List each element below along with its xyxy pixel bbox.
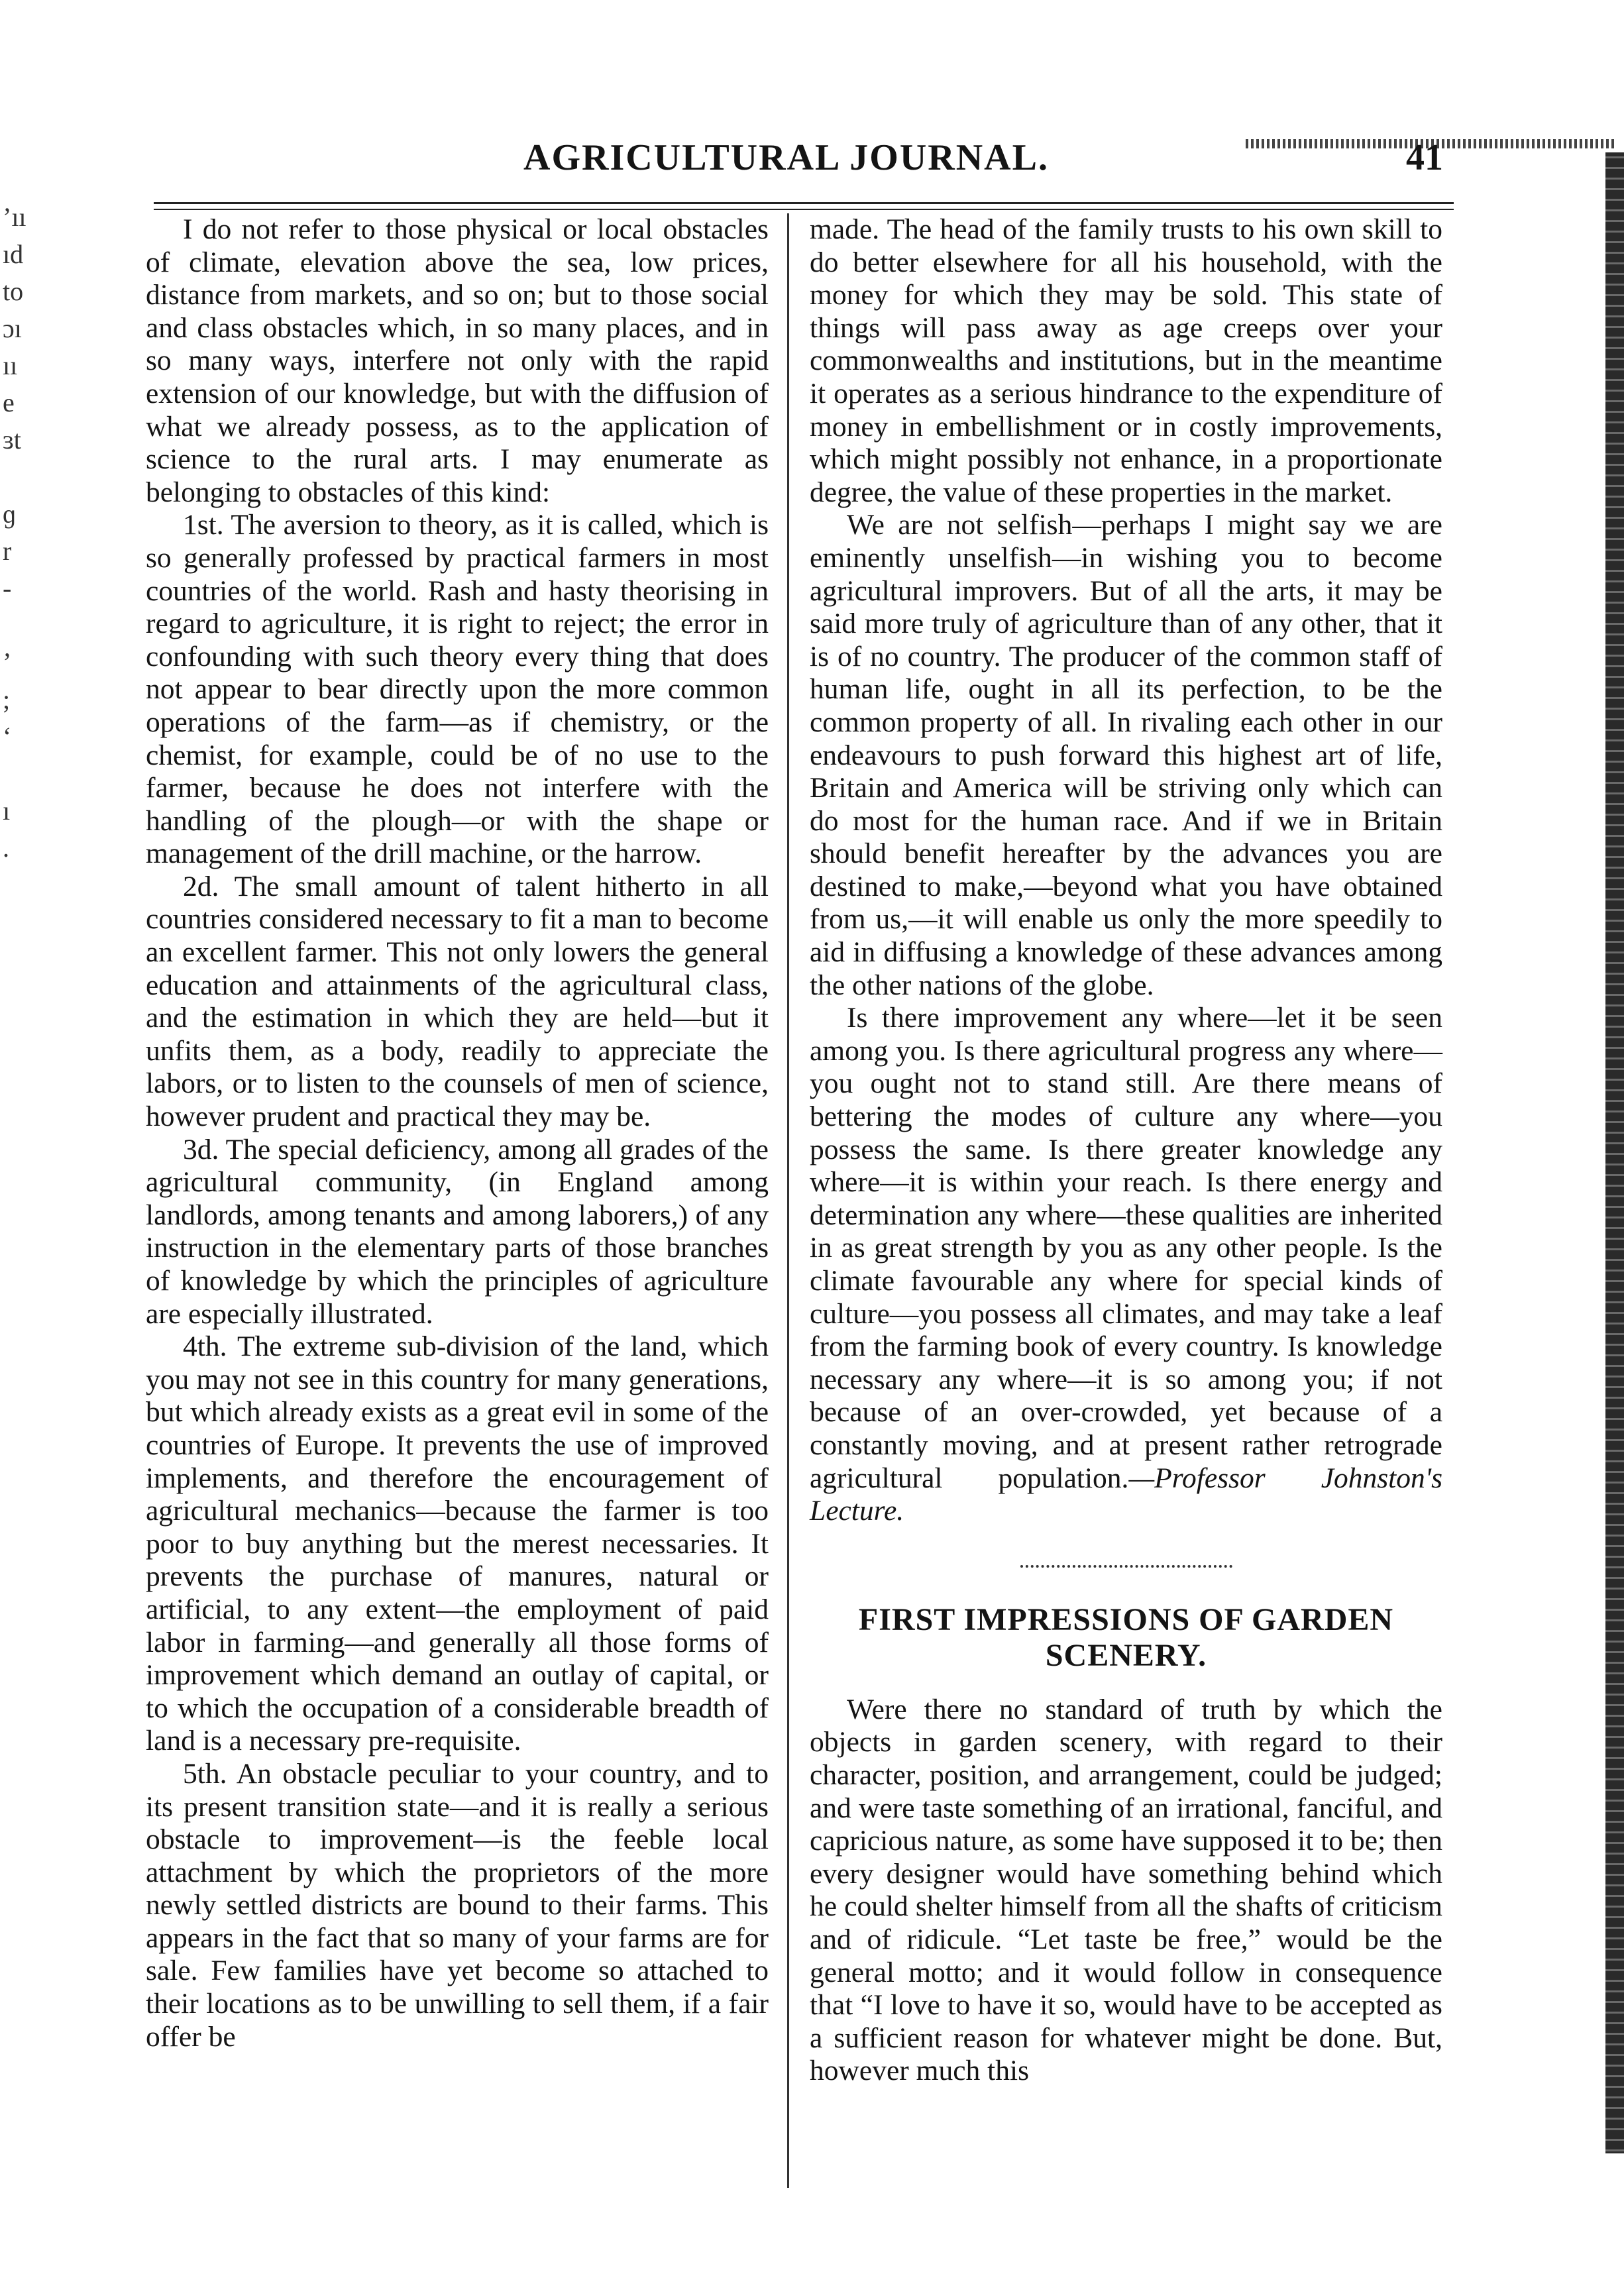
right-column (810, 213, 1442, 2088)
paragraph: Were there no standard of truth by which the objects in garden scenery, with regard to their character, position, and arrangement, could be judged; and were taste something of an irrational, fanciful, and capricious nature, as some have supposed it to be; then every designer would have something behind which he could shelter himself from all the shafts of criticism and of ridicule. “Let taste be free,” would be the general motto; and it would follow in consequence that “I love to have it so, would have to be accepted as a sufficient reason for whatever might be done. But, however much this (810, 1693, 1442, 2087)
margin-fragment: to (3, 276, 24, 306)
margin-fragment: ıd (3, 239, 24, 269)
margin-fragment: ; (3, 684, 11, 714)
section-separator (1020, 1565, 1232, 1568)
left-column (146, 213, 769, 2053)
paragraph: We are not selfish—perhaps I might say we are eminently unselfish—in wishing you to become agricultural improvers. But of all the arts, it may be said more truly of agriculture than of any other, that it is of no country. The producer of the common staff of human life, ought in all its perfection, to be the common property of all. In rivaling each other in our endeavours to push forward this highest art of life, Britain and America will be striving only which can do most for the human race. And if we in Britain should benefit hereafter by the advances you are destined to make,—beyond what you have obtained from us,—it will enable us only the more speedily to aid in diffusing a knowledge of these advances among the other nations of the globe. (810, 509, 1442, 1001)
column-divider-rule (787, 213, 789, 2188)
paragraph: 5th. An obstacle peculiar to your country, and to its present transition state—and it is really a serious obstacle to improvement—is the feeble local attachment by which the proprietors of the more newly settled districts are bound to their farms. This appears in the fact that so many of your farms are for sale. Few families have yet become so attached to their locations as to be unwilling to sell them, if a fair offer be (146, 1757, 769, 2053)
left-margin-bleed-fragments (3, 199, 25, 867)
paragraph-text: Is there improvement any where—let it be seen among you. Is there agricultural progress any where—you ought not to stand still. Are there means of bettering the modes of culture any where—you possess the same. Is there greater knowledge any where—it is within your reach. Is there energy and determination any where—these qualities are inherited in as great strength by you as any other people. Is the climate favourable any where for special kinds of culture—you possess all climates, and may take a leaf from the farming book of every country. Is knowledge necessary any where—it is so among you; if not because of an over-crowded, yet because of a constantly moving, and at present rather retrograde agricultural population. (810, 1002, 1442, 1494)
page-edge-binding-texture (1605, 152, 1624, 2153)
paragraph: 2d. The small amount of talent hitherto in all countries considered necessary to fit a man to become an excellent farmer. This not only lowers the general education and attainments of the agricultural class, and the estimation in which they are held—but it unfits them, as a body, readily to appreciate the labors, or to listen to the counsels of men of science, however prudent and practical they may be. (146, 870, 769, 1133)
margin-fragment: ı (3, 796, 11, 826)
page-number: 41 (1406, 137, 1443, 178)
paragraph: I do not refer to those physical or local obstacles of climate, elevation above the sea, low prices, distance from markets, and so on; but to those social and class obstacles which, in so many places, and in so many ways, interfere not only with the rapid extension of our knowledge, but with the diffusion of what we already possess, as to the application of science to the rural arts. I may enumerate as belonging to obstacles of this kind: (146, 213, 769, 508)
margin-fragment (3, 607, 25, 644)
margin-fragment: ʻ (3, 722, 12, 751)
paragraph: made. The head of the family trusts to his own skill to do better elsewhere for all his household, with the money for which they may be sold. This state of things will pass away as age creeps over your commonwealths and institutions, but in the meantime it operates as a serious hindrance to the expenditure of money in embellishment or in costly improvements, which might possibly not enhance, in a proportionate degree, the value of these properties in the market. (810, 213, 1442, 508)
margin-fragment: - (3, 573, 12, 603)
margin-fragment: . (3, 833, 9, 863)
margin-fragment: ɜt (3, 425, 21, 455)
margin-fragment (3, 755, 25, 792)
running-head-title: AGRICULTURAL JOURNAL. (523, 137, 1049, 178)
margin-fragment: ʼ (3, 647, 12, 677)
paragraph: 3d. The special deficiency, among all grades of the agricultural community, (in England among landlords, among tenants and among laborers,) of any instruction in the elementary parts of those branches of knowledge by which the principles of agriculture are especially illustrated. (146, 1133, 769, 1330)
paragraph: 4th. The extreme sub-division of the land, which you may not see in this country for many generations, but which already exists as a great evil in some of the countries of Europe. It prevents the use of improved implements, and therefore the encouragement of agricultural mechanics—because the farmer is too poor to buy anything but the merest necessaries. It prevents the purchase of manures, natural or artificial, to any extent—the employment of paid labor in farming—and generally all those forms of improvement which demand an outlay of capital, or to which the occupation of a considerable breadth of land is a necessary pre-requisite. (146, 1330, 769, 1757)
margin-fragment: ɔı (3, 313, 22, 343)
paragraph (810, 1002, 1442, 1528)
margin-fragment: ɡ (3, 499, 16, 529)
margin-fragment (3, 459, 25, 496)
section-heading: FIRST IMPRESSIONS OF GARDEN SCENERY. (858, 1601, 1394, 1673)
margin-fragment: ıı (3, 351, 18, 380)
paragraph: 1st. The aversion to theory, as it is called, which is so generally professed by practical farmers in most countries of the world. Rash and hasty theorising in regard to agriculture, it is right to reject; the error in confounding with such theory every thing that does not appear to bear directly upon the more common operations of the farm—as if chemistry, or the chemist, for example, could be of no use to the farmer, because he does not interfere with the handling of the plough—or with the shape or management of the drill machine, or the harrow. (146, 509, 769, 870)
header-double-rule (154, 202, 1454, 210)
margin-fragment: e (3, 388, 15, 417)
lecture-attribution: —Professor Johnston's Lecture. (810, 1462, 1442, 1527)
margin-fragment: ’ıı (3, 202, 27, 232)
margin-fragment: r (3, 536, 12, 566)
